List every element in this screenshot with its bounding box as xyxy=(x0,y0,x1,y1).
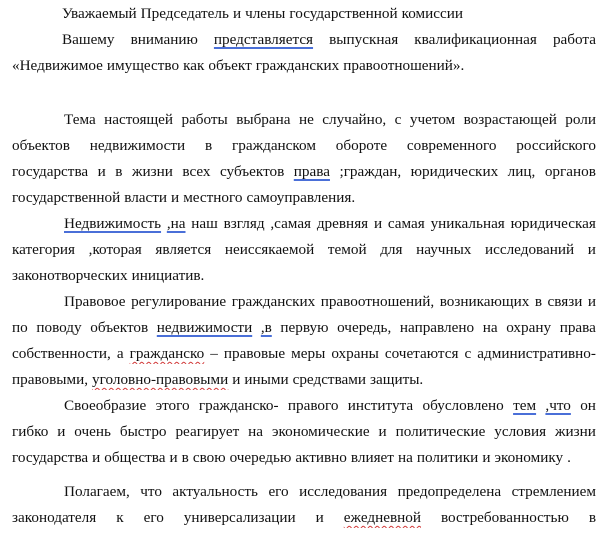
word: очередью xyxy=(229,449,292,466)
word: на xyxy=(397,449,413,466)
word: гражданских xyxy=(255,57,340,74)
text-line xyxy=(64,110,596,130)
word: настоящей xyxy=(104,111,174,128)
word: на xyxy=(248,423,264,440)
word: роли xyxy=(565,111,596,128)
word: юридических xyxy=(410,163,499,180)
word: первую xyxy=(280,319,329,336)
word: права xyxy=(559,319,596,336)
text-line xyxy=(64,214,596,234)
word: политические xyxy=(395,423,486,440)
word: жизни xyxy=(131,163,173,180)
word: собственности, xyxy=(12,345,111,362)
word: представляется xyxy=(213,31,314,48)
word: квалификационная xyxy=(414,31,537,48)
word: в xyxy=(181,449,189,466)
word: ,которая xyxy=(88,241,142,258)
word: ежедневной xyxy=(343,509,421,526)
word: самая xyxy=(387,215,425,232)
word: и xyxy=(232,371,241,388)
word: охрану xyxy=(506,319,552,336)
word: научных xyxy=(416,241,472,258)
word: Полагаем, xyxy=(64,483,130,500)
word: «Недвижимое xyxy=(12,57,103,74)
word: условия xyxy=(494,423,547,440)
word: очень xyxy=(74,423,111,440)
word: и xyxy=(587,241,596,258)
text-line xyxy=(62,4,596,24)
word: гибко xyxy=(12,423,49,440)
word: выбрана xyxy=(236,111,291,128)
word: гражданско- xyxy=(198,397,279,414)
word: исследования xyxy=(299,483,388,500)
word: этого xyxy=(155,397,190,414)
word: инициатив. xyxy=(131,267,205,284)
word: в xyxy=(588,509,596,526)
word: и xyxy=(378,423,387,440)
word: ,в xyxy=(260,319,272,336)
word: древняя xyxy=(316,215,369,232)
word: Правовое xyxy=(64,293,126,310)
word: органов xyxy=(544,163,596,180)
text-line xyxy=(12,318,596,338)
word: государственной xyxy=(12,189,121,206)
text-line xyxy=(12,188,596,208)
word: российского xyxy=(516,137,596,154)
word: возрастающей xyxy=(463,111,557,128)
word: недвижимости xyxy=(156,319,253,336)
word: выпускная xyxy=(329,31,399,48)
word: Вашему xyxy=(62,31,115,48)
text-line xyxy=(12,508,596,528)
word: правоотношений, xyxy=(320,293,435,310)
word: государства xyxy=(12,163,89,180)
text-line xyxy=(12,448,596,468)
word: востребованностью xyxy=(440,509,569,526)
text-line xyxy=(64,482,596,502)
word: комиссии xyxy=(401,5,464,22)
word: работа xyxy=(552,31,596,48)
text-line xyxy=(12,422,596,442)
word: правоотношений». xyxy=(343,57,465,74)
word: власти xyxy=(124,189,168,206)
text-line xyxy=(64,292,596,312)
word: Недвижимость xyxy=(64,215,162,232)
word: поводу xyxy=(36,319,82,336)
word: права xyxy=(293,163,330,180)
word: и xyxy=(232,5,242,22)
word: – xyxy=(210,345,218,362)
word: и xyxy=(57,423,66,440)
word: для xyxy=(380,241,403,258)
word: правовыми, xyxy=(12,371,89,388)
word: взгляд xyxy=(223,215,265,232)
word: правого xyxy=(287,397,339,414)
word: и xyxy=(97,163,106,180)
word: члены xyxy=(245,5,286,22)
word: экономику xyxy=(494,449,564,466)
word: предопределена xyxy=(397,483,502,500)
word: является xyxy=(155,241,212,258)
word: его xyxy=(268,483,289,500)
word: гражданско xyxy=(129,345,205,362)
word: стремлением xyxy=(511,483,596,500)
word: института xyxy=(347,397,414,414)
text-line xyxy=(12,162,596,182)
word: ,на xyxy=(166,215,186,232)
word: обусловлено xyxy=(422,397,504,414)
word: по xyxy=(12,319,28,336)
word: . xyxy=(567,449,571,466)
word: тем xyxy=(513,397,537,414)
word: наш xyxy=(191,215,218,232)
word: административно- xyxy=(477,345,596,362)
text-line xyxy=(12,136,596,156)
text-line xyxy=(12,240,596,260)
word: не xyxy=(298,111,314,128)
word: учетом xyxy=(409,111,456,128)
word: неиссякаемой xyxy=(224,241,315,258)
word: активно xyxy=(295,449,347,466)
word: а xyxy=(116,345,124,362)
word: защиты. xyxy=(370,371,424,388)
word: законодателя xyxy=(12,509,97,526)
word: ,самая xyxy=(270,215,312,232)
text-line xyxy=(12,56,596,76)
word: самоуправления. xyxy=(246,189,356,206)
word: Тема xyxy=(64,111,96,128)
word: в xyxy=(115,163,123,180)
word: и xyxy=(482,449,491,466)
word: он xyxy=(580,397,596,414)
word: и xyxy=(171,189,180,206)
word: и xyxy=(92,449,101,466)
word: меры xyxy=(291,345,326,362)
word: местного xyxy=(183,189,243,206)
word: охраны xyxy=(331,345,379,362)
word: экономические xyxy=(271,423,370,440)
word: объектов xyxy=(90,319,149,336)
word: политики xyxy=(416,449,479,466)
word: уникальная xyxy=(430,215,505,232)
word: быстро xyxy=(119,423,167,440)
word: категория xyxy=(12,241,76,258)
word: государства xyxy=(12,449,89,466)
word: законотворческих xyxy=(12,267,128,284)
word: Уважаемый xyxy=(62,5,137,22)
word: исследований xyxy=(484,241,575,258)
word: что xyxy=(140,483,162,500)
text-line xyxy=(64,396,596,416)
word: очередь, xyxy=(337,319,392,336)
word: и xyxy=(169,449,178,466)
word: всех xyxy=(182,163,211,180)
word: его xyxy=(143,509,164,526)
word: субъектов xyxy=(220,163,285,180)
word: направлено xyxy=(399,319,475,336)
word: и xyxy=(587,293,596,310)
word: иными xyxy=(244,371,289,388)
word: жизни xyxy=(554,423,596,440)
word: гражданском xyxy=(232,137,316,154)
word: объектов xyxy=(12,137,70,154)
word: сочетаются xyxy=(384,345,459,362)
word: актуальность xyxy=(172,483,258,500)
word: как xyxy=(183,57,205,74)
word: с xyxy=(394,111,402,128)
word: Председатель xyxy=(140,5,229,22)
word: общества xyxy=(104,449,166,466)
word: влияет xyxy=(350,449,394,466)
word: в xyxy=(205,137,213,154)
word: уголовно-правовыми xyxy=(92,371,229,388)
word: к xyxy=(116,509,124,526)
word: регулирование xyxy=(131,293,227,310)
word: гражданских xyxy=(231,293,316,310)
word: лиц, xyxy=(507,163,536,180)
word: обороте xyxy=(335,137,388,154)
word: работы xyxy=(181,111,228,128)
word: свою xyxy=(192,449,226,466)
word: темой xyxy=(327,241,367,258)
word: Своеобразие xyxy=(64,397,147,414)
word: универсализации xyxy=(183,509,296,526)
word: случайно, xyxy=(322,111,387,128)
word: с xyxy=(464,345,472,362)
word: средствами xyxy=(292,371,367,388)
word: и xyxy=(315,509,324,526)
word: современного xyxy=(406,137,497,154)
word: реагирует xyxy=(175,423,240,440)
word: правовые xyxy=(223,345,286,362)
word: возникающих xyxy=(439,293,530,310)
word: и xyxy=(373,215,383,232)
word: связи xyxy=(547,293,583,310)
word: имущество xyxy=(106,57,180,74)
word: государственной xyxy=(289,5,398,22)
text-line xyxy=(62,30,596,50)
word: объект xyxy=(208,57,252,74)
word: недвижимости xyxy=(89,137,186,154)
word: на xyxy=(482,319,498,336)
text-line xyxy=(12,370,596,390)
word: ;граждан, xyxy=(339,163,402,180)
text-line xyxy=(12,344,596,364)
word: вниманию xyxy=(130,31,198,48)
word: ,что xyxy=(545,397,571,414)
word: юридическая xyxy=(510,215,596,232)
word: в xyxy=(534,293,542,310)
text-line xyxy=(12,266,596,286)
